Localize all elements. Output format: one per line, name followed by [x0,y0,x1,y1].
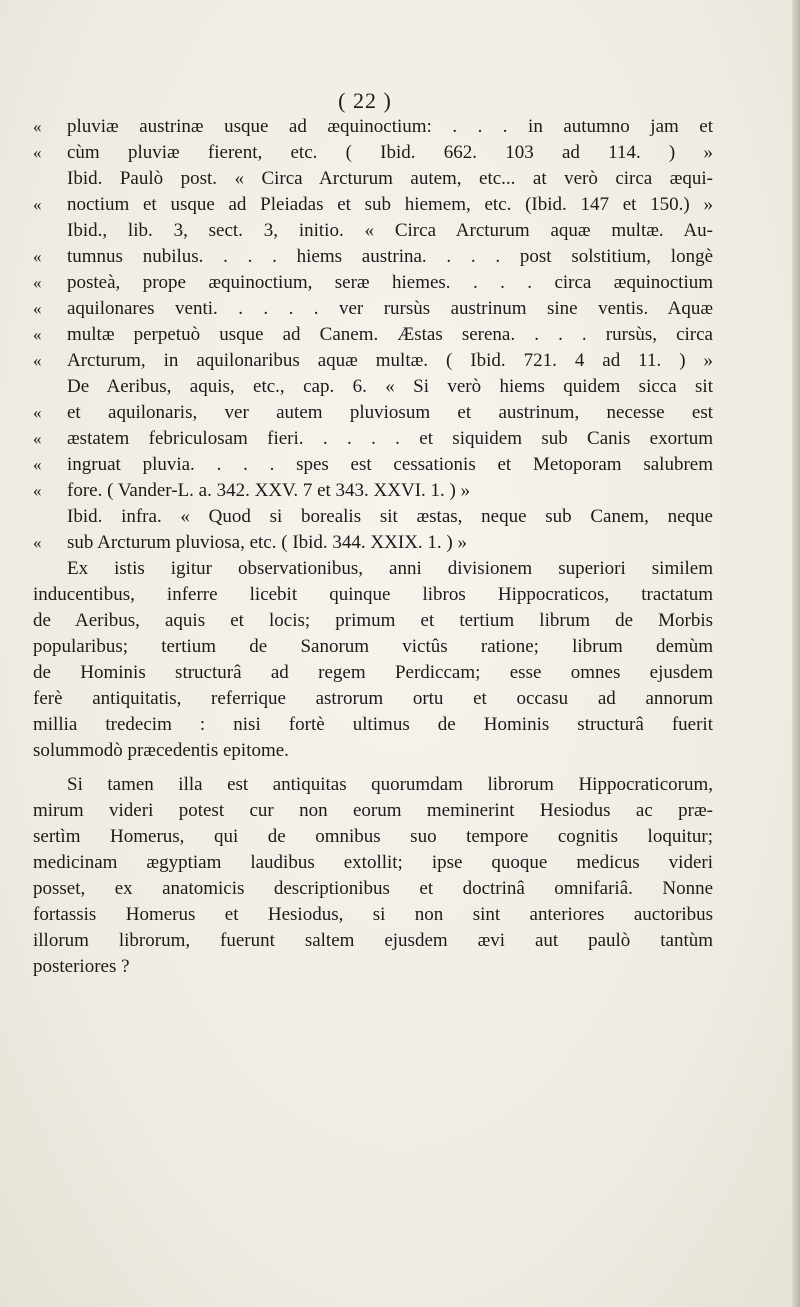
line-text: multæ perpetuò usque ad Canem. Æstas serena. . . . rursùs, circa [67,324,713,345]
line-text: pluviæ austrinæ usque ad æquinoctium: . . . in autumno jam et [67,116,713,137]
text-line [33,166,713,192]
text-line [33,660,713,686]
line-text: posteriores ? [33,956,130,977]
quote-mark: « [33,299,42,318]
quote-mark: « [33,325,42,344]
quote-mark: « [33,403,42,422]
line-text: Ibid. infra. « Quod si borealis sit æstas, neque sub Canem, neque [67,506,713,527]
line-text: cùm pluviæ fierent, etc. ( Ibid. 662. 103 ad 114. ) » [67,142,713,163]
text-line [33,374,713,400]
text-line [33,114,713,140]
text-line [33,400,713,426]
text-line [33,902,713,928]
text-line [33,798,713,824]
paragraph-gap [33,764,713,772]
text-line [33,192,713,218]
text-line [33,452,713,478]
text-line [33,850,713,876]
line-text: De Aeribus, aquis, etc., cap. 6. « Si verò hiems quidem sicca sit [67,376,713,397]
page-number: ( 22 ) [338,88,392,113]
line-text: aquilonares venti. . . . . ver rursùs austrinum sine ventis. Aquæ [67,298,713,319]
quote-mark: « [33,455,42,474]
line-text: fore. ( Vander-L. a. 342. XXV. 7 et 343. XXVI. 1. ) » [67,480,471,501]
text-line [33,556,713,582]
line-text: Ibid. Paulò post. « Circa Arcturum autem, etc... at verò circa æqui- [67,168,713,189]
line-text: popularibus; tertium de Sanorum victûs ratione; librum demùm [33,636,713,657]
line-text: posset, ex anatomicis descriptionibus et doctrinâ omnifariâ. Nonne [33,878,713,899]
line-text: sertìm Homerus, qui de omnibus suo tempore cognitis loquitur; [33,826,713,847]
line-text: Ibid., lib. 3, sect. 3, initio. « Circa Arcturum aquæ multæ. Au- [67,220,713,241]
line-text: et aquilonaris, ver autem pluviosum et austrinum, necesse est [67,402,713,423]
line-text: Arcturum, in aquilonaribus aquæ multæ. ( Ibid. 721. 4 ad 11. ) » [67,350,713,371]
quote-mark: « [33,247,42,266]
text-line [33,772,713,798]
text-line [33,218,713,244]
line-text: millia tredecim : nisi fortè ultimus de Hominis structurâ fuerit [33,714,713,735]
quote-mark: « [33,273,42,292]
text-line [33,244,713,270]
text-line [33,296,713,322]
text-line [33,348,713,374]
quote-mark: « [33,481,42,500]
text-line [33,712,713,738]
quote-mark: « [33,429,42,448]
line-text: Ex istis igitur observationibus, anni divisionem superiori similem [67,558,713,579]
text-line [33,824,713,850]
text-line [33,426,713,452]
line-text: medicinam ægyptiam laudibus extollit; ipse quoque medicus videri [33,852,713,873]
line-text: Si tamen illa est antiquitas quorumdam librorum Hippocraticorum, [67,774,713,795]
line-text: inducentibus, inferre licebit quinque libros Hippocraticos, tractatum [33,584,713,605]
line-text: æstatem febriculosam fieri. . . . . et siquidem sub Canis exortum [67,428,713,449]
line-text: sub Arcturum pluviosa, etc. ( Ibid. 344. XXIX. 1. ) » [67,532,467,553]
text-line [33,686,713,712]
text-line [33,504,713,530]
line-text: de Hominis structurâ ad regem Perdiccam; esse omnes ejusdem [33,662,713,683]
text-line [33,140,713,166]
line-text: tumnus nubilus. . . . hiems austrina. . . . post solstitium, longè [67,246,713,267]
text-line [33,634,713,660]
text-line [33,582,713,608]
quote-mark: « [33,143,42,162]
text-line [33,876,713,902]
text-line [33,738,713,764]
text-line [33,478,713,504]
line-text: fortassis Homerus et Hesiodus, si non sint anteriores auctoribus [33,904,713,925]
line-text: illorum librorum, fuerunt saltem ejusdem ævi aut paulò tantùm [33,930,713,951]
page-edge [792,0,800,1307]
line-text: noctium et usque ad Pleiadas et sub hiemem, etc. (Ibid. 147 et 150.) » [67,194,713,215]
text-line [33,928,713,954]
quote-mark: « [33,351,42,370]
line-text: de Aeribus, aquis et locis; primum et tertium librum de Morbis [33,610,713,631]
line-text: ingruat pluvia. . . . spes est cessationis et Metoporam salubrem [67,454,713,475]
line-text: mirum videri potest cur non eorum meminerint Hesiodus ac præ- [33,800,713,821]
line-text: ferè antiquitatis, referrique astrorum ortu et occasu ad annorum [33,688,713,709]
quote-mark: « [33,195,42,214]
text-line [33,322,713,348]
page-text [33,114,713,980]
text-line [33,608,713,634]
text-line [33,270,713,296]
quote-mark: « [33,117,42,136]
quote-mark: « [33,533,42,552]
line-text: posteà, prope æquinoctium, seræ hiemes. . . . circa æquinoctium [67,272,713,293]
line-text: solummodò præcedentis epitome. [33,740,289,761]
text-line [33,954,713,980]
text-line [33,530,713,556]
